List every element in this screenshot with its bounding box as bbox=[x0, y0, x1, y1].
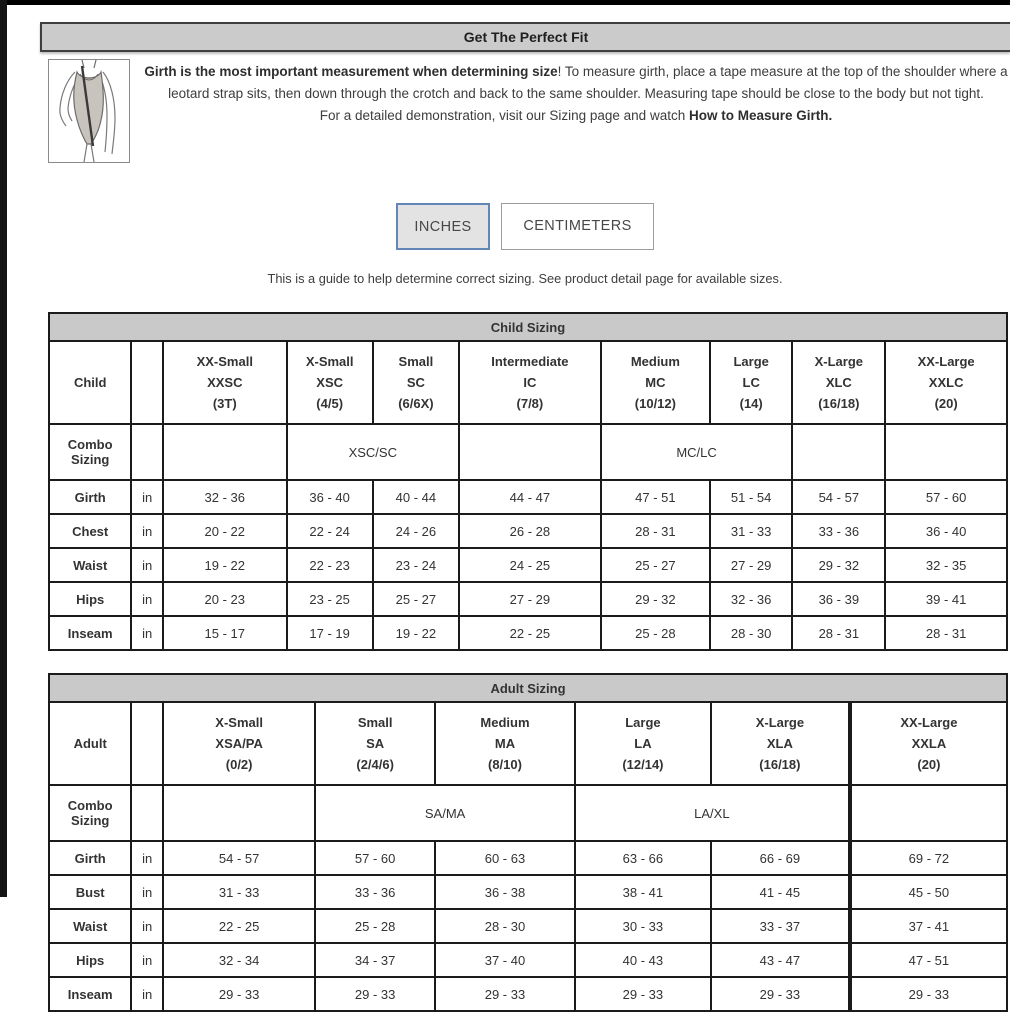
size-column-header bbox=[792, 341, 885, 424]
combo-cell bbox=[459, 424, 601, 480]
value-cell: 33 - 36 bbox=[315, 875, 435, 909]
page-title bbox=[40, 22, 1010, 52]
value-cell: 54 - 57 bbox=[163, 841, 315, 875]
combo-cell bbox=[163, 785, 315, 841]
measurement-label: Waist bbox=[49, 909, 131, 943]
value-cell: 17 - 19 bbox=[287, 616, 373, 650]
value-cell: 29 - 33 bbox=[163, 977, 315, 1011]
combo-cell: SA/MA bbox=[315, 785, 575, 841]
size-header-line: (6/6X) bbox=[398, 396, 434, 411]
value-cell: 57 - 60 bbox=[315, 841, 435, 875]
value-cell: 29 - 33 bbox=[315, 977, 435, 1011]
value-cell: 29 - 32 bbox=[792, 548, 885, 582]
value-cell: 29 - 33 bbox=[850, 977, 1007, 1011]
size-column-header bbox=[601, 341, 710, 424]
measurement-label: Girth bbox=[49, 841, 131, 875]
combo-cell bbox=[885, 424, 1007, 480]
size-column-header bbox=[885, 341, 1007, 424]
size-header-line: XXLC bbox=[928, 375, 964, 390]
value-cell: 45 - 50 bbox=[850, 875, 1007, 909]
size-header-line: X-Large bbox=[814, 354, 864, 369]
value-cell: 31 - 33 bbox=[163, 875, 315, 909]
size-header-line: XSC bbox=[316, 375, 344, 390]
value-cell: 23 - 25 bbox=[287, 582, 373, 616]
size-header-line: (0/2) bbox=[225, 757, 253, 772]
value-cell: 19 - 22 bbox=[163, 548, 287, 582]
unit-column-header bbox=[131, 702, 163, 785]
value-cell: 54 - 57 bbox=[792, 480, 885, 514]
size-header-line: MC bbox=[645, 375, 666, 390]
value-cell: 29 - 33 bbox=[575, 977, 711, 1011]
size-header-line: SA bbox=[366, 736, 385, 751]
value-cell: 47 - 51 bbox=[850, 943, 1007, 977]
unit-cell bbox=[131, 424, 163, 480]
unit-cell: in bbox=[131, 841, 163, 875]
value-cell: 28 - 31 bbox=[885, 616, 1007, 650]
value-cell: 32 - 34 bbox=[163, 943, 315, 977]
measurement-label: Waist bbox=[49, 548, 131, 582]
size-header-line: (7/8) bbox=[516, 396, 544, 411]
adult-table bbox=[48, 673, 1008, 1012]
size-column-header bbox=[315, 702, 435, 785]
value-cell: 39 - 41 bbox=[885, 582, 1007, 616]
combo-cell bbox=[850, 785, 1007, 841]
top-border-strip bbox=[0, 0, 1010, 5]
value-cell: 24 - 26 bbox=[373, 514, 459, 548]
size-column-header bbox=[163, 341, 287, 424]
value-cell: 37 - 40 bbox=[435, 943, 575, 977]
size-header-line: SC bbox=[406, 375, 425, 390]
size-header-line: XLA bbox=[766, 736, 793, 751]
size-header-line: (20) bbox=[934, 396, 958, 411]
value-cell: 33 - 37 bbox=[711, 909, 850, 943]
value-cell: 57 - 60 bbox=[885, 480, 1007, 514]
size-column-header bbox=[850, 702, 1007, 785]
size-header-line: LC bbox=[742, 375, 760, 390]
group-label: Child bbox=[49, 341, 131, 424]
size-column-header bbox=[459, 341, 601, 424]
girth-instructions-section bbox=[40, 59, 1010, 163]
size-header-line: (2/4/6) bbox=[356, 757, 394, 772]
value-cell: 33 - 36 bbox=[792, 514, 885, 548]
unit-cell: in bbox=[131, 548, 163, 582]
value-cell: 31 - 33 bbox=[710, 514, 792, 548]
combo-cell: MC/LC bbox=[601, 424, 793, 480]
value-cell: 29 - 33 bbox=[711, 977, 850, 1011]
size-column-header bbox=[373, 341, 459, 424]
value-cell: 28 - 31 bbox=[792, 616, 885, 650]
size-header-line: XXSC bbox=[207, 375, 243, 390]
combo-cell bbox=[163, 424, 287, 480]
size-header-line: Small bbox=[357, 715, 393, 730]
value-cell: 63 - 66 bbox=[575, 841, 711, 875]
value-cell: 25 - 27 bbox=[373, 582, 459, 616]
unit-column-header bbox=[131, 341, 163, 424]
value-cell: 25 - 28 bbox=[315, 909, 435, 943]
size-header-line: XX-Small bbox=[196, 354, 253, 369]
size-column-header bbox=[287, 341, 373, 424]
measurement-label: Inseam bbox=[49, 977, 131, 1011]
size-header-line: Medium bbox=[480, 715, 530, 730]
child-sizing-section bbox=[48, 312, 1008, 651]
size-header-line: (8/10) bbox=[487, 757, 522, 772]
value-cell: 36 - 38 bbox=[435, 875, 575, 909]
unit-cell bbox=[131, 785, 163, 841]
value-cell: 27 - 29 bbox=[710, 548, 792, 582]
value-cell: 26 - 28 bbox=[459, 514, 601, 548]
value-cell: 34 - 37 bbox=[315, 943, 435, 977]
child-table bbox=[48, 312, 1008, 651]
value-cell: 27 - 29 bbox=[459, 582, 601, 616]
unit-cell: in bbox=[131, 943, 163, 977]
value-cell: 28 - 31 bbox=[601, 514, 710, 548]
sizing-guide-panel bbox=[40, 22, 1010, 1012]
size-header-line: (10/12) bbox=[634, 396, 676, 411]
size-header-line: X-Large bbox=[755, 715, 805, 730]
value-cell: 51 - 54 bbox=[710, 480, 792, 514]
value-cell: 25 - 28 bbox=[601, 616, 710, 650]
girth-paragraph bbox=[142, 61, 1010, 105]
value-cell: 36 - 40 bbox=[287, 480, 373, 514]
value-cell: 20 - 23 bbox=[163, 582, 287, 616]
size-column-header bbox=[435, 702, 575, 785]
value-cell: 23 - 24 bbox=[373, 548, 459, 582]
size-column-header bbox=[710, 341, 792, 424]
size-header-line: (4/5) bbox=[316, 396, 344, 411]
girth-instructions-text bbox=[130, 59, 1010, 163]
size-header-line: X-Small bbox=[305, 354, 354, 369]
size-header-line: (20) bbox=[917, 757, 941, 772]
size-header-line: (12/14) bbox=[622, 757, 664, 772]
size-header-line: X-Small bbox=[215, 715, 263, 730]
size-column-header bbox=[711, 702, 850, 785]
value-cell: 40 - 43 bbox=[575, 943, 711, 977]
size-column-header bbox=[575, 702, 711, 785]
value-cell: 38 - 41 bbox=[575, 875, 711, 909]
value-cell: 19 - 22 bbox=[373, 616, 459, 650]
table-title: Child Sizing bbox=[49, 313, 1007, 341]
value-cell: 28 - 30 bbox=[435, 909, 575, 943]
centimeters-button[interactable]: CENTIMETERS bbox=[501, 203, 654, 250]
value-cell: 37 - 41 bbox=[850, 909, 1007, 943]
size-header-line: IC bbox=[523, 375, 537, 390]
size-header-line: (3T) bbox=[212, 396, 237, 411]
demo-paragraph bbox=[142, 105, 1010, 127]
value-cell: 66 - 69 bbox=[711, 841, 850, 875]
combo-sizing-label: Combo Sizing bbox=[49, 424, 131, 480]
value-cell: 69 - 72 bbox=[850, 841, 1007, 875]
size-header-line: Medium bbox=[630, 354, 680, 369]
inches-button[interactable]: INCHES bbox=[396, 203, 490, 250]
unit-cell: in bbox=[131, 514, 163, 548]
combo-cell: XSC/SC bbox=[287, 424, 459, 480]
unit-toggle bbox=[40, 203, 1010, 250]
size-header-line: Small bbox=[398, 354, 434, 369]
value-cell: 24 - 25 bbox=[459, 548, 601, 582]
value-cell: 30 - 33 bbox=[575, 909, 711, 943]
value-cell: 32 - 36 bbox=[163, 480, 287, 514]
measurement-label: Inseam bbox=[49, 616, 131, 650]
size-column-header bbox=[163, 702, 315, 785]
size-header-line: (14) bbox=[739, 396, 763, 411]
value-cell: 32 - 36 bbox=[710, 582, 792, 616]
unit-cell: in bbox=[131, 875, 163, 909]
value-cell: 22 - 23 bbox=[287, 548, 373, 582]
value-cell: 29 - 33 bbox=[435, 977, 575, 1011]
unit-cell: in bbox=[131, 909, 163, 943]
unit-cell: in bbox=[131, 582, 163, 616]
unit-cell: in bbox=[131, 977, 163, 1011]
size-header-line: LA bbox=[634, 736, 652, 751]
value-cell: 47 - 51 bbox=[601, 480, 710, 514]
value-cell: 41 - 45 bbox=[711, 875, 850, 909]
size-header-line: XLC bbox=[825, 375, 852, 390]
sizing-note: This is a guide to help determine correct sizing. See product detail page for available sizes. bbox=[267, 271, 783, 286]
demo-prefix: For a detailed demonstration, visit our Sizing page and watch bbox=[319, 108, 689, 123]
girth-paragraph-rest: ! To measure girth, place a tape measure at the top of the shoulder where a leotard strap sits, then down through the crotch and back to the same shoulder. Measuring tape should be close to the body but not tight. bbox=[168, 64, 1008, 101]
table-title: Adult Sizing bbox=[49, 674, 1007, 702]
measurement-label: Hips bbox=[49, 582, 131, 616]
value-cell: 36 - 39 bbox=[792, 582, 885, 616]
combo-cell: LA/XL bbox=[575, 785, 850, 841]
unit-cell: in bbox=[131, 616, 163, 650]
value-cell: 40 - 44 bbox=[373, 480, 459, 514]
value-cell: 29 - 32 bbox=[601, 582, 710, 616]
size-header-line: (16/18) bbox=[818, 396, 860, 411]
value-cell: 22 - 25 bbox=[163, 909, 315, 943]
size-header-line: XX-Large bbox=[900, 715, 958, 730]
leotard-girth-diagram bbox=[48, 59, 130, 163]
size-header-line: XXLA bbox=[911, 736, 947, 751]
combo-sizing-label: Combo Sizing bbox=[49, 785, 131, 841]
leotard-figure-icon bbox=[49, 60, 129, 162]
value-cell: 15 - 17 bbox=[163, 616, 287, 650]
value-cell: 22 - 25 bbox=[459, 616, 601, 650]
page-title-text: Get The Perfect Fit bbox=[463, 29, 589, 45]
size-header-line: Intermediate bbox=[491, 354, 569, 369]
adult-sizing-section bbox=[48, 673, 1008, 1012]
value-cell: 20 - 22 bbox=[163, 514, 287, 548]
measurement-label: Hips bbox=[49, 943, 131, 977]
left-border-strip bbox=[0, 0, 7, 897]
size-header-line: (16/18) bbox=[759, 757, 801, 772]
value-cell: 22 - 24 bbox=[287, 514, 373, 548]
value-cell: 25 - 27 bbox=[601, 548, 710, 582]
girth-paragraph-bold: Girth is the most important measurement when determining size bbox=[144, 64, 558, 79]
value-cell: 60 - 63 bbox=[435, 841, 575, 875]
value-cell: 32 - 35 bbox=[885, 548, 1007, 582]
combo-cell bbox=[792, 424, 885, 480]
value-cell: 28 - 30 bbox=[710, 616, 792, 650]
measurement-label: Bust bbox=[49, 875, 131, 909]
size-header-line: XSA/PA bbox=[215, 736, 263, 751]
value-cell: 44 - 47 bbox=[459, 480, 601, 514]
unit-cell: in bbox=[131, 480, 163, 514]
demo-bold: How to Measure Girth. bbox=[688, 108, 833, 123]
size-header-line: MA bbox=[494, 736, 516, 751]
group-label: Adult bbox=[49, 702, 131, 785]
size-header-line: Large bbox=[733, 354, 769, 369]
size-header-line: XX-Large bbox=[917, 354, 975, 369]
size-header-line: Large bbox=[625, 715, 661, 730]
measurement-label: Girth bbox=[49, 480, 131, 514]
measurement-label: Chest bbox=[49, 514, 131, 548]
value-cell: 36 - 40 bbox=[885, 514, 1007, 548]
value-cell: 43 - 47 bbox=[711, 943, 850, 977]
